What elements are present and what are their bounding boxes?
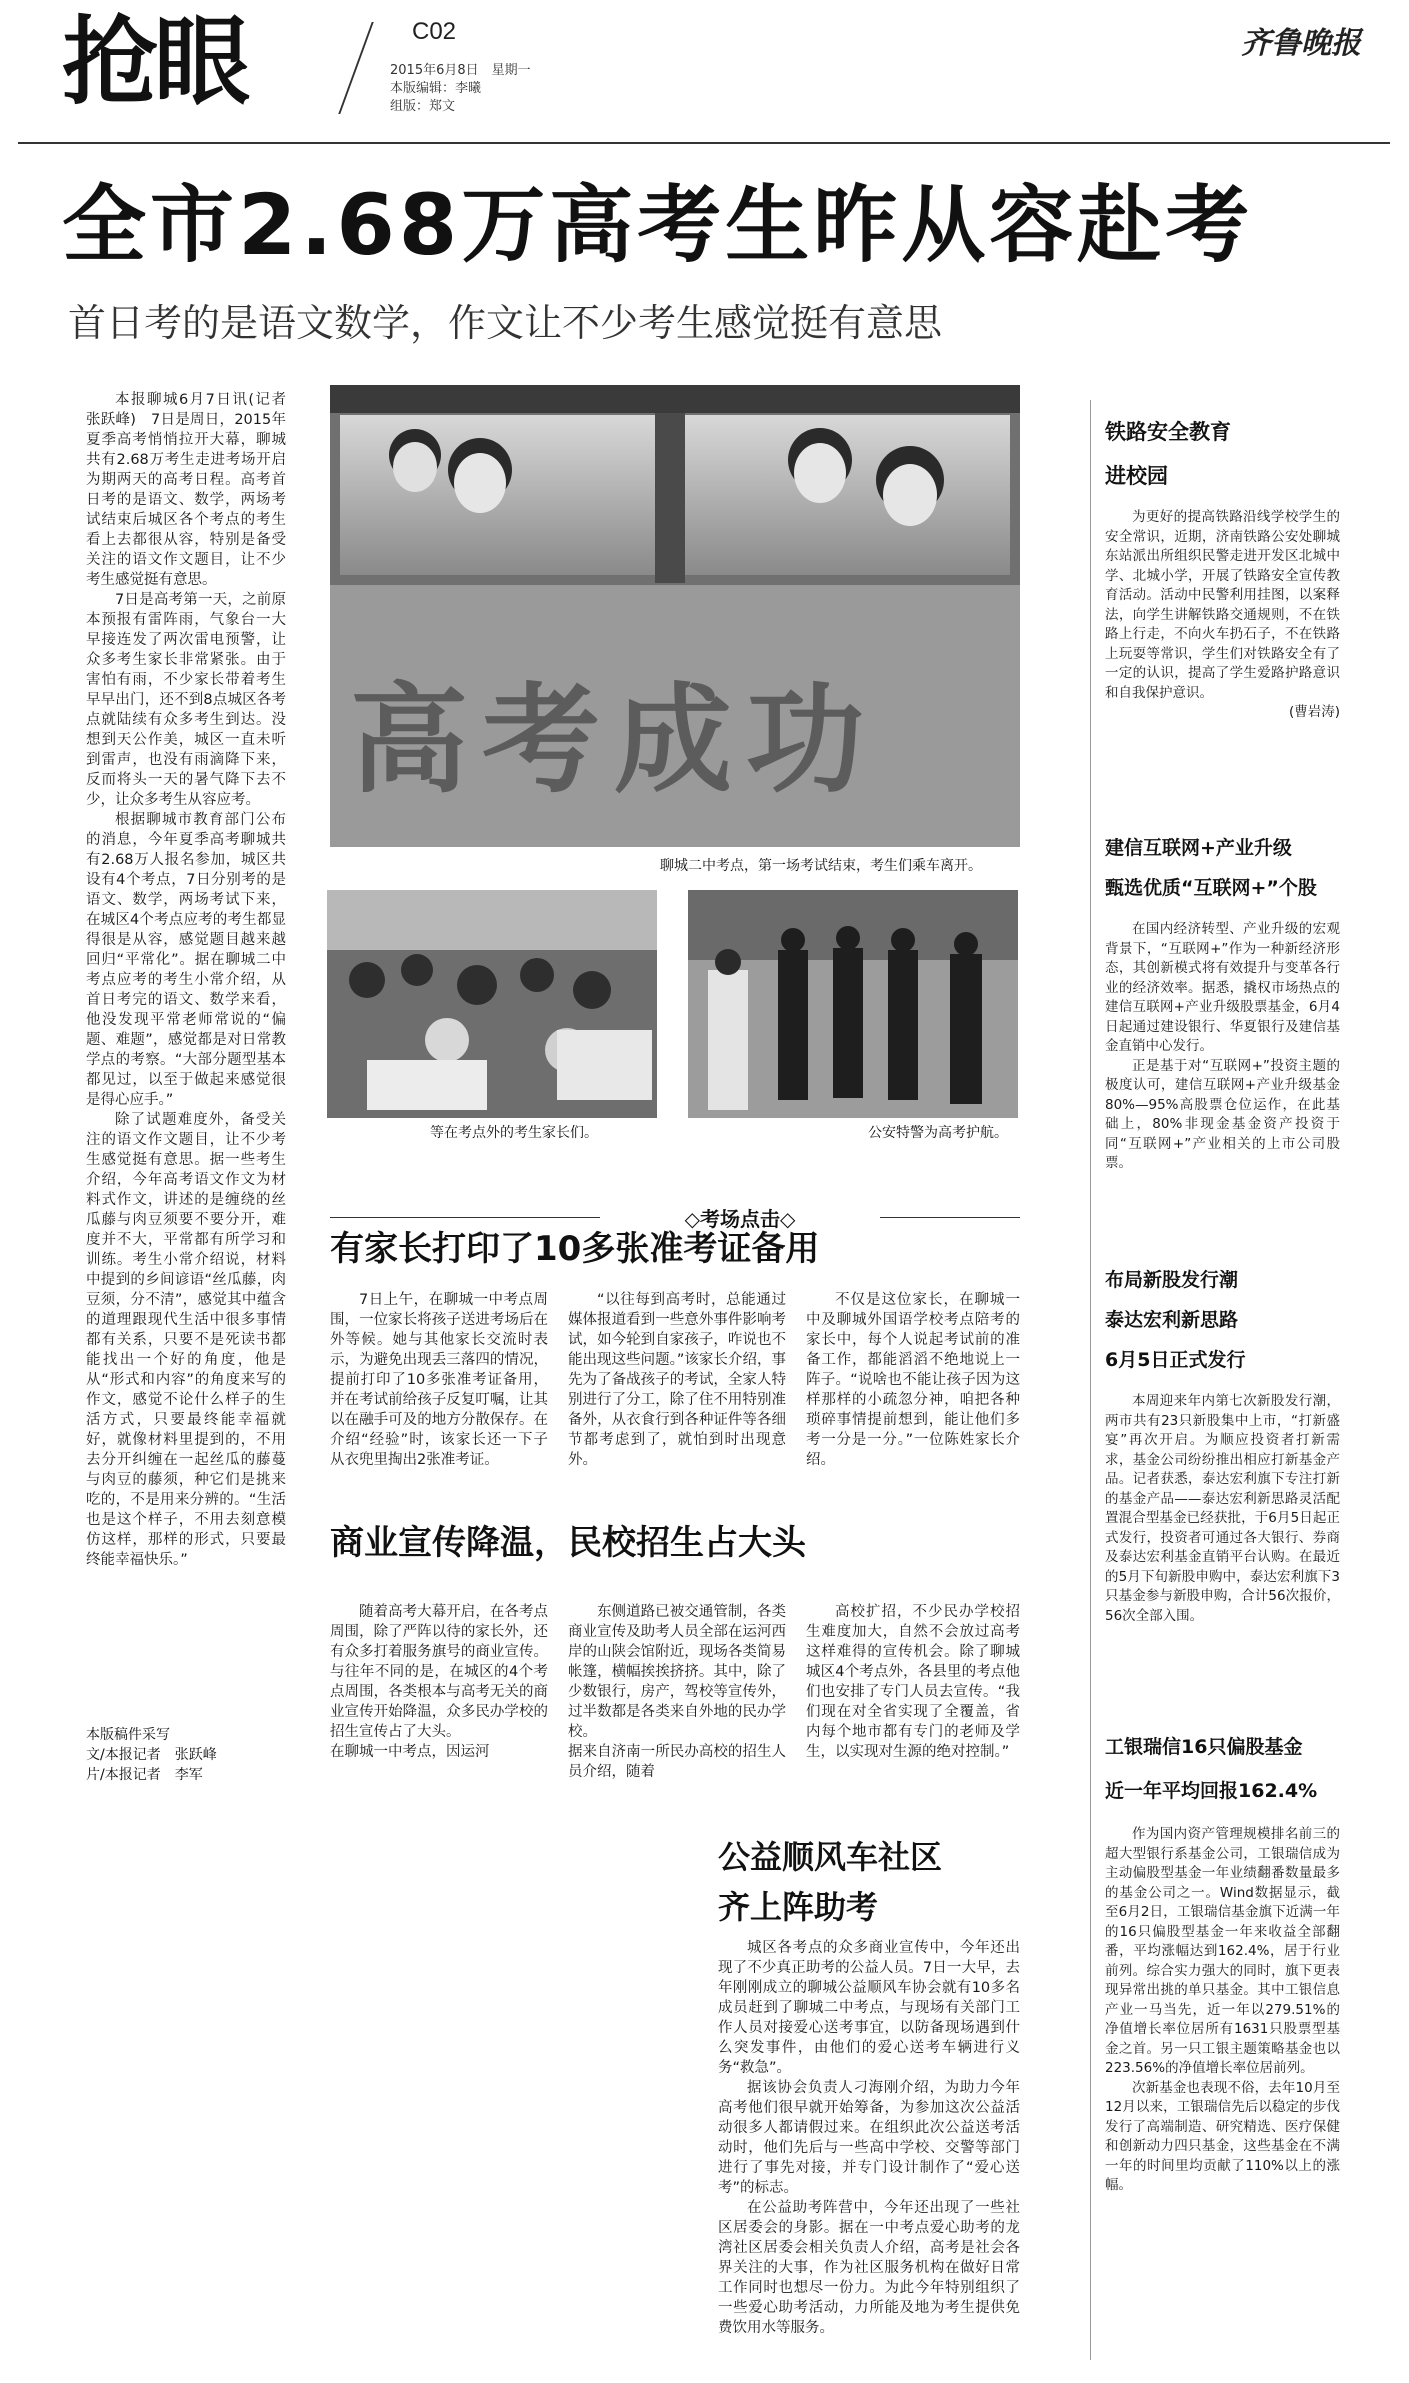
story3-title-line2: 齐上阵助考 bbox=[718, 1888, 879, 1926]
masthead-rule bbox=[18, 142, 1390, 144]
masthead-info bbox=[390, 62, 531, 116]
title-line: 铁路安全教育 bbox=[1105, 420, 1231, 444]
lead-story-column bbox=[86, 390, 301, 1710]
story-credits bbox=[86, 1725, 296, 1785]
story-paragraph: 在公益助考阵营中，今年还出现了一些社区居委会的身影。据在一中考点爱心助考的龙湾社区居委会相关负责人介绍，高考是社会各界关注的大事，作为社区服务机构在做好日常工作同时也想尽一份力。为此今年特别组织了一些爱心助考活动，力所能及地为考生提供免费饮用水等服务。 bbox=[718, 2200, 1020, 2336]
story-paragraph: 东侧道路已被交通管制，各类商业宣传及助考人员全部在运河西岸的山陕会馆附近，现场各类简易帐篷，横幅挨挨挤挤。其中，除了少数银行，房产，驾校等宣传外，过半数都是各类来自外地的民办学校。 据来自济南一所民办高校的招生人员介绍，随着 bbox=[568, 1604, 786, 1780]
title-line: 工银瑞信16只偏股基金 bbox=[1105, 1736, 1303, 1758]
lead-paragraph: 7日是高考第一天，之前原本预报有雷阵雨，气象台一大早接连发了两次雷电预警，让众多考生家长非常紧张。由于害怕有雨，不少家长带着考生早早出门，还不到8点城区各考点就陆续有众多考生到达。没想到天公作美，城区一直未听到雷声，也没有雨滴降下来，反而将头一天的暑气降下去不少，让众多考生从容应考。 bbox=[86, 592, 286, 808]
sidebar-story1-title bbox=[1105, 410, 1231, 498]
sidebar-story3-title bbox=[1105, 1260, 1245, 1380]
sidebar-byline: (曹岩涛) bbox=[1288, 704, 1340, 720]
main-photo bbox=[330, 385, 1020, 847]
parents-photo-image bbox=[327, 890, 657, 1118]
story-paragraph: 7日上午，在聊城一中考点周围，一位家长将孩子送进考场后在外等候。她与其他家长交流时表示，为避免出现丢三落四的情况，提前打印了10多张准考证备用，并在考试前给孩子反复叮嘱，让其以在融手可及的地方分散保存。在介绍“经验”时，该家长还一下子从衣兜里掏出2张准考证。 bbox=[330, 1292, 548, 1468]
title-line: 近一年平均回报162.4% bbox=[1105, 1780, 1318, 1802]
main-subheadline: 首日考的是语文数学，作文让不少考生感觉挺有意思 bbox=[68, 301, 943, 345]
sidebar-paragraph: 作为国内资产管理规模排名前三的超大型银行系基金公司，工银瑞信成为主动偏股型基金一年业绩翻番数量最多的基金公司之一。Wind数据显示，截至6月2日，工银瑞信基金旗下近满一年的16只偏股型基金一年来收益全部翻番，平均涨幅达到162.4%，居于行业前列。综合实力强大的同时，旗下更表现异常出挑的单只基金。其中工银信息产业一马当先，近一年以279.51%的净值增长率位居所有1631只股票型基金之首。另一只工银主题策略基金也以223.56%的净值增长率位居前列。 bbox=[1105, 1826, 1340, 2076]
credit-line: 本版稿件采写 bbox=[86, 1727, 170, 1743]
banner-text: 高考成功 bbox=[350, 671, 879, 809]
story1-col3 bbox=[806, 1290, 1020, 1470]
story-paragraph: 高校扩招，不少民办学校招生难度加大，自然不会放过高考这样难得的宣传机会。除了聊城城区4个考点外，各县里的考点他们也安排了专门人员去宣传。“我们现在对全省实现了全覆盖，省内每个地市都有专门的老师及学生，以实现对生源的绝对控制。” bbox=[806, 1604, 1020, 1760]
sidebar-story2-text bbox=[1105, 920, 1340, 1174]
lead-paragraph: 除了试题难度外，备受关注的语文作文题目，让不少考生感觉挺有意思。据一些考生介绍，今年高考语文作文为材料式作文，讲述的是缠绕的丝瓜藤与肉豆须要不要分开，难度并不大，平常都有所学习和训练。考生小常介绍说，材料中提到的乡间谚语“丝瓜藤，肉豆须，分不清”，感觉其中蕴含的道理跟现代生活中很多事情都有关系，只要不是死读书都能找出一个好的角度，他是从“形式和内容”的角度来写的作文，感觉不论什么样子的生活方式，只要最终能幸福就好，就像材料里提到的，不用去分开纠缠在一起丝瓜的藤蔓与肉豆的藤须，种它们是挑来吃的，不是用来分辨的。“生活也是这个样子，不用去刻意模仿这样，那样的形式，只要最终能幸福快乐。” bbox=[86, 1112, 286, 1568]
sidebar-story1-text bbox=[1105, 508, 1340, 723]
story-title-charity bbox=[718, 1832, 942, 1932]
main-headline: 全市2.68万高考生昨从容赴考 bbox=[62, 176, 1254, 274]
story-paragraph: 城区各考点的众多商业宣传中，今年还出现了不少真正助考的公益人员。7日一大早，去年刚刚成立的聊城公益顺风车协会就有10多名成员赶到了聊城二中考点，与现场有关部门工作人员对接爱心送考事宜，以防备现场遇到什么突发事件，由他们的爱心送考车辆进行义务“救急”。 bbox=[718, 1940, 1020, 2076]
lead-paragraph: 本报聊城6月7日讯(记者 张跃峰) 7日是周日，2015年夏季高考悄悄拉开大幕，聊城共有2.68万考生走进考场开启为期两天的高考日程。高考首日考的是语文、数学，两场考试结束后城区各个考点的考生看上去都很从容，特别是备受关注的语文作文题目，让不少考生感觉挺有意思。 bbox=[86, 392, 301, 588]
police-photo-image bbox=[688, 890, 1018, 1118]
sidebar-story3-text bbox=[1105, 1392, 1340, 1626]
story-title-admission-tickets: 有家长打印了10多张准考证备用 bbox=[330, 1229, 820, 1269]
sidebar-divider bbox=[1090, 400, 1091, 2360]
credit-line: 文/本报记者 张跃峰 bbox=[86, 1747, 217, 1763]
story-paragraph: 不仅是这位家长，在聊城一中及聊城外国语学校考点陪考的家长中，每个人说起考试前的准备工作，都能滔滔不绝地说上一阵子。“说啥也不能让孩子因为这样那样的小疏忽分神，咱把各种琐碎事情提前想到，能让他们多考一分是一分。”一位陈姓家长介绍。 bbox=[806, 1292, 1020, 1468]
kaochang-rule-right bbox=[880, 1217, 1020, 1218]
title-line: 进校园 bbox=[1105, 464, 1168, 488]
story3-title-line1: 公益顺风车社区 bbox=[718, 1838, 943, 1876]
story-paragraph: 据该协会负责人刁海刚介绍，为助力今年高考他们很早就开始筹备，为参加这次公益活动很多人都请假过来。在组织此次公益送考活动时，他们先后与一些高中学校、交警等部门进行了事先对接，并专门设计制作了“爱心送考”的标志。 bbox=[718, 2080, 1020, 2196]
newspaper-logo: 齐鲁晚报 bbox=[1241, 26, 1361, 61]
kaochang-label: ◇考场点击◇ bbox=[684, 1207, 796, 1231]
sidebar-paragraph: 次新基金也表现不俗，去年10月至12月以来，工银瑞信先后以稳定的步伐发行了高端制造、研究精选、医疗保健和创新动力四只基金，这些基金在不满一年的时间里均贡献了110%以上的涨幅。 bbox=[1105, 2079, 1340, 2193]
story1-col2 bbox=[568, 1290, 786, 1470]
sidebar-paragraph: 在国内经济转型、产业升级的宏观背景下，“互联网+”作为一种新经济形态，其创新模式将有效提升与变革各行业的经济效率。据悉，撬权市场热点的建信互联网+产业升级股票基金，6月4日起通过建设银行、华夏银行及建信基金直销中心发行。 bbox=[1105, 921, 1340, 1054]
story2-col1 bbox=[330, 1582, 548, 1782]
sidebar-story2-title bbox=[1105, 828, 1317, 908]
parents-photo-caption: 等在考点外的考生家长们。 bbox=[430, 1125, 598, 1141]
story2-col2 bbox=[568, 1582, 786, 1802]
sidebar-paragraph: 本周迎来年内第七次新股发行潮，两市共有23只新股集中上市，“打新盛宴”再次开启。为顺应投资者打新需求，基金公司纷纷推出相应打新基金产品。记者获悉，泰达宏利旗下专注打新的基金产品——泰达宏利新思路灵活配置混合型基金已经获批，于6月5日起正式发行，投资者可通过各大银行、券商及泰达宏利基金直销平台认购。在最近的5月下旬新股申购中，泰达宏利旗下3只基金参与新股申购，合计56次报价，56次全部入围。 bbox=[1105, 1393, 1340, 1624]
section-title: 抢眼 bbox=[62, 6, 246, 118]
story-title-commercial-promotion: 商业宣传降温，民校招生占大头 bbox=[330, 1523, 806, 1563]
story1-col1 bbox=[330, 1290, 548, 1470]
title-line: 6月5日正式发行 bbox=[1105, 1349, 1246, 1371]
police-photo-caption: 公安特警为高考护航。 bbox=[868, 1125, 1008, 1141]
sidebar-paragraph: 为更好的提高铁路沿线学校学生的安全常识，近期，济南铁路公安处聊城东站派出所组织民警走进开发区北城中学、北城小学，开展了铁路安全宣传教育活动。活动中民警利用挂图，以案释法，向学生讲解铁路交通规则，不在铁路上行走，不向火车扔石子，不在铁路上玩耍等常识，学生们对铁路安全有了一定的认识，提高了学生爱路护路意识和自我保护意识。 bbox=[1105, 509, 1340, 701]
main-photo-caption: 聊城二中考点，第一场考试结束，考生们乘车离开。 bbox=[660, 858, 982, 874]
story-paragraph: “以往每到高考时，总能通过媒体报道看到一些意外事件影响考试，如今轮到自家孩子，咋说也不能出现这些问题。”该家长介绍，事先为了备战孩子的考试，全家人特别进行了分工，除了住不用特别准备外，从衣食行到各种证件等各细节都考虑到了，就怕到时出现意外。 bbox=[568, 1292, 786, 1468]
sidebar-paragraph: 正是基于对“互联网+”投资主题的极度认可，建信互联网+产业升级基金80%—95%高股票仓位运作，在此基础上，80%非现金基金资产投资于同“互联网+”产业相关的上市公司股票。 bbox=[1105, 1057, 1340, 1171]
title-line: 布局新股发行潮 bbox=[1105, 1269, 1239, 1291]
sidebar-story4-text bbox=[1105, 1825, 1340, 2196]
lead-paragraph: 根据聊城市教育部门公布的消息，今年夏季高考聊城共有2.68万人报名参加，城区共设有4个考点，7日分别考的是语文、数学，两场考试下来，在城区4个考点应考的考生都显得很是从容，感觉题目越来越回归“平常化”。据在聊城二中考点应考的考生小常介绍，从首日考完的语文、数学来看，他没发现平常老师常说的“偏题、难题”，感觉都是对日常教学点的考察。“大部分题型基本都见过，以至于做起来感觉很是得心应手。” bbox=[86, 812, 286, 1108]
title-line: 泰达宏利新思路 bbox=[1105, 1309, 1239, 1331]
sidebar-story4-title bbox=[1105, 1725, 1317, 1813]
credit-line: 片/本报记者 李军 bbox=[86, 1767, 203, 1783]
masthead-divider bbox=[338, 22, 373, 114]
page-layout-credit: 组版：郑文 bbox=[390, 99, 456, 114]
title-line: 甄选优质“互联网+”个股 bbox=[1105, 877, 1317, 899]
story3-text bbox=[718, 1938, 1020, 2338]
parents-photo bbox=[327, 890, 657, 1118]
kaochang-rule-left bbox=[330, 1217, 600, 1218]
story-paragraph: 随着高考大幕开启，在各考点周围，除了严阵以待的家长外，还有众多打着服务旗号的商业宣传。与往年不同的是，在城区的4个考点周围，各类根本与高考无关的商业宣传开始降温，众多民办学校的招生宣传占了大头。 在聊城一中考点，因运河 bbox=[330, 1604, 548, 1760]
page-editor: 本版编辑：李曦 bbox=[390, 81, 482, 96]
page-code: C02 bbox=[412, 18, 457, 45]
title-line: 建信互联网+产业升级 bbox=[1105, 837, 1292, 859]
story2-col3 bbox=[806, 1582, 1020, 1782]
issue-date: 2015年6月8日 星期一 bbox=[390, 63, 531, 78]
police-photo bbox=[688, 890, 1018, 1118]
